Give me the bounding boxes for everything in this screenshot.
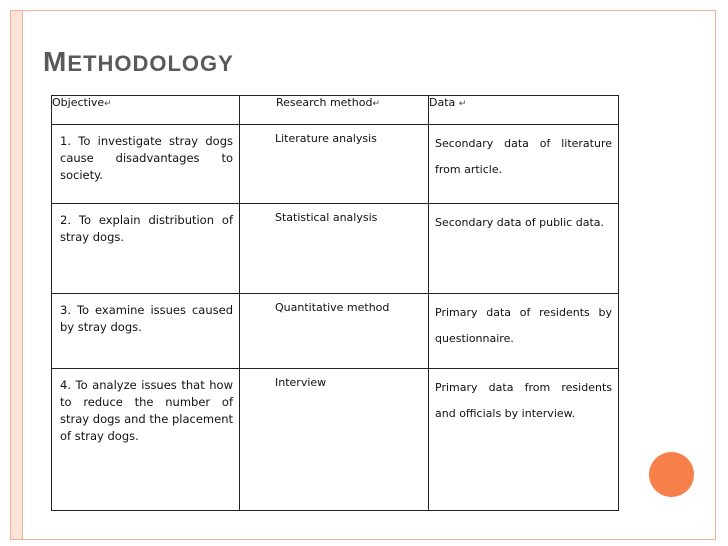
data-cell (429, 294, 619, 369)
accent-circle (649, 452, 694, 497)
header-data: Data ↵ (429, 96, 619, 125)
method-cell (240, 294, 429, 369)
title-rest: ETHODOLOGY (67, 51, 234, 76)
data-text: Primary data of residents by questionnaire. (435, 306, 612, 345)
title-initial: M (43, 46, 68, 77)
table-row (52, 369, 619, 511)
table-header-row (52, 96, 619, 125)
objective-cell (52, 204, 240, 294)
objective-text: 4. To analyze issues that how to reduce the number of stray dogs and the placement of stray dogs. (60, 378, 233, 443)
objective-cell (52, 369, 240, 511)
data-text: Primary data from residents and officials by interview. (435, 381, 612, 420)
table-row (52, 204, 619, 294)
data-text: Secondary data of public data. (435, 216, 604, 229)
method-cell (240, 369, 429, 511)
header-objective: Objective↵ (52, 96, 240, 125)
header-method: Research method↵ (240, 96, 429, 125)
objective-cell (52, 125, 240, 204)
method-cell (240, 204, 429, 294)
method-cell (240, 125, 429, 204)
table-row (52, 294, 619, 369)
data-cell (429, 204, 619, 294)
method-text: Literature analysis (275, 132, 377, 145)
objective-text: 1. To investigate stray dogs cause disadvantages to society. (60, 134, 233, 182)
table-row (52, 125, 619, 204)
objective-text: 3. To examine issues caused by stray dogs. (60, 303, 233, 334)
objective-text: 2. To explain distribution of stray dogs. (60, 213, 233, 244)
method-text: Quantitative method (275, 301, 390, 314)
slide-title (43, 46, 234, 78)
data-cell (429, 125, 619, 204)
method-text: Interview (275, 376, 327, 389)
objective-cell (52, 294, 240, 369)
data-text: Secondary data of literature from article. (435, 137, 612, 176)
data-cell (429, 369, 619, 511)
method-text: Statistical analysis (275, 211, 378, 224)
methodology-table (51, 95, 619, 511)
